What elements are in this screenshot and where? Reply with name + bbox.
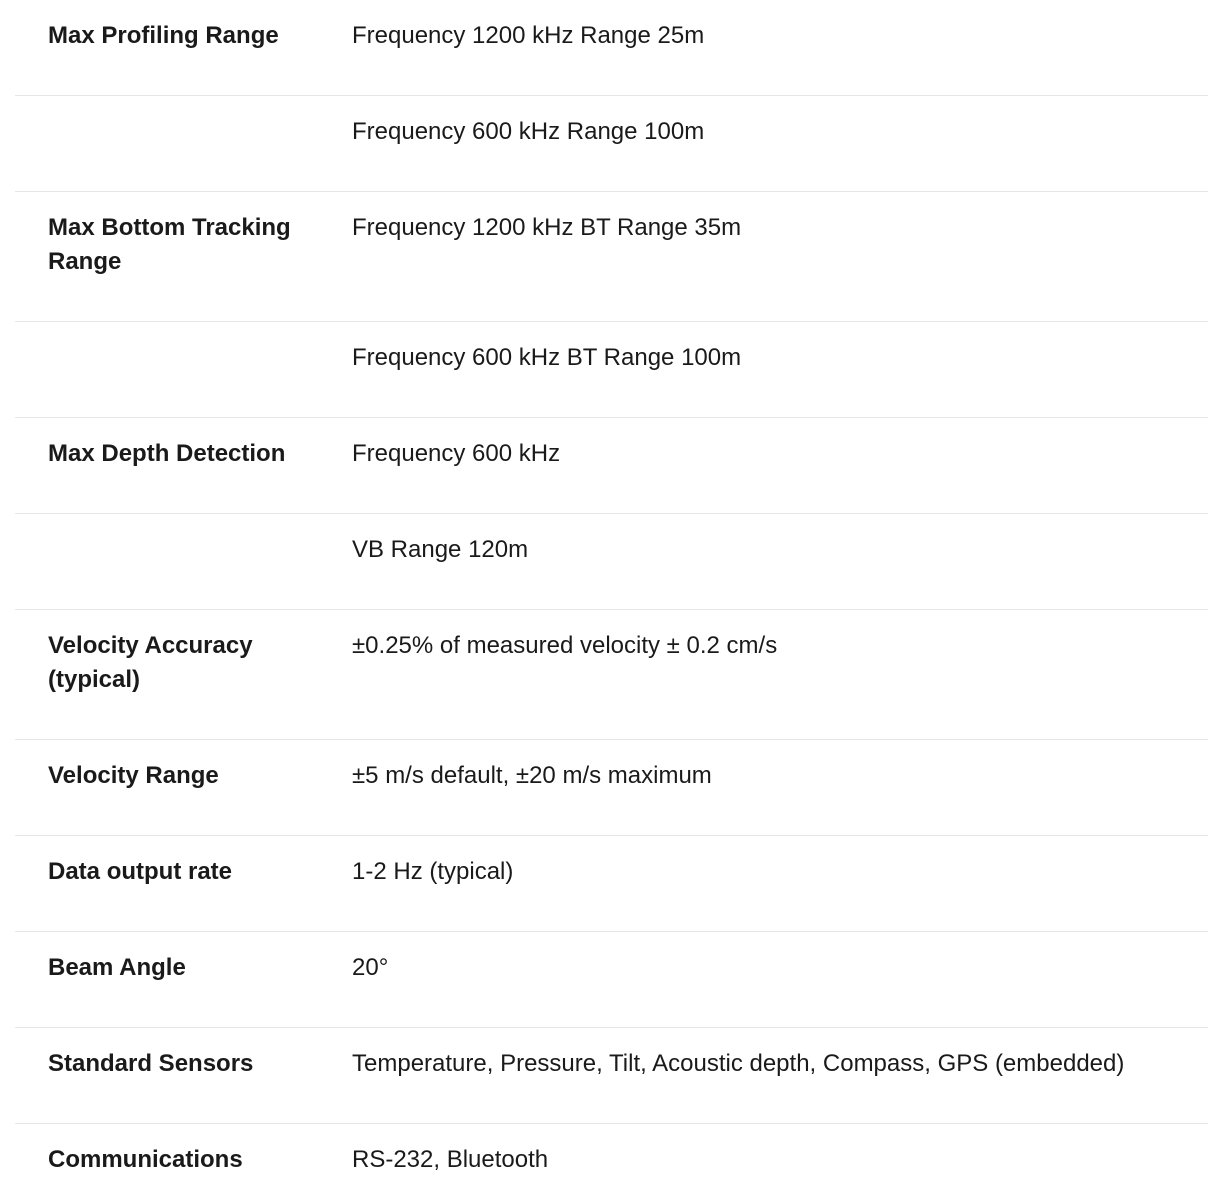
spec-label: Max Bottom Tracking Range [15, 192, 319, 322]
spec-label: Standard Sensors [15, 1028, 319, 1124]
spec-label [15, 514, 319, 610]
table-row [15, 1124, 1208, 1193]
spec-label: Velocity Accuracy (typical) [15, 610, 319, 740]
spec-label [15, 96, 319, 192]
table-row [15, 740, 1208, 836]
spec-label: Communications [15, 1124, 319, 1193]
spec-label [15, 322, 319, 418]
table-row [15, 96, 1208, 192]
table-row [15, 0, 1208, 96]
spec-value: 20° [319, 932, 1208, 1028]
spec-value: Frequency 600 kHz BT Range 100m [319, 322, 1208, 418]
spec-value: Frequency 1200 kHz BT Range 35m [319, 192, 1208, 322]
table-row [15, 1028, 1208, 1124]
spec-label: Data output rate [15, 836, 319, 932]
spec-value: Frequency 600 kHz Range 100m [319, 96, 1208, 192]
table-row [15, 514, 1208, 610]
table-row [15, 192, 1208, 322]
table-row [15, 610, 1208, 740]
table-row [15, 322, 1208, 418]
spec-label: Max Depth Detection [15, 418, 319, 514]
spec-value: Frequency 1200 kHz Range 25m [319, 0, 1208, 96]
spec-value: RS-232, Bluetooth [319, 1124, 1208, 1193]
spec-label: Velocity Range [15, 740, 319, 836]
table-row [15, 932, 1208, 1028]
spec-label: Max Profiling Range [15, 0, 319, 96]
spec-value: Temperature, Pressure, Tilt, Acoustic depth, Compass, GPS (embedded) [319, 1028, 1208, 1124]
spec-value: 1-2 Hz (typical) [319, 836, 1208, 932]
spec-value: Frequency 600 kHz [319, 418, 1208, 514]
spec-label: Beam Angle [15, 932, 319, 1028]
spec-value: VB Range 120m [319, 514, 1208, 610]
spec-table [15, 0, 1208, 1193]
table-row [15, 836, 1208, 932]
table-row [15, 418, 1208, 514]
spec-value: ±5 m/s default, ±20 m/s maximum [319, 740, 1208, 836]
spec-value: ±0.25% of measured velocity ± 0.2 cm/s [319, 610, 1208, 740]
